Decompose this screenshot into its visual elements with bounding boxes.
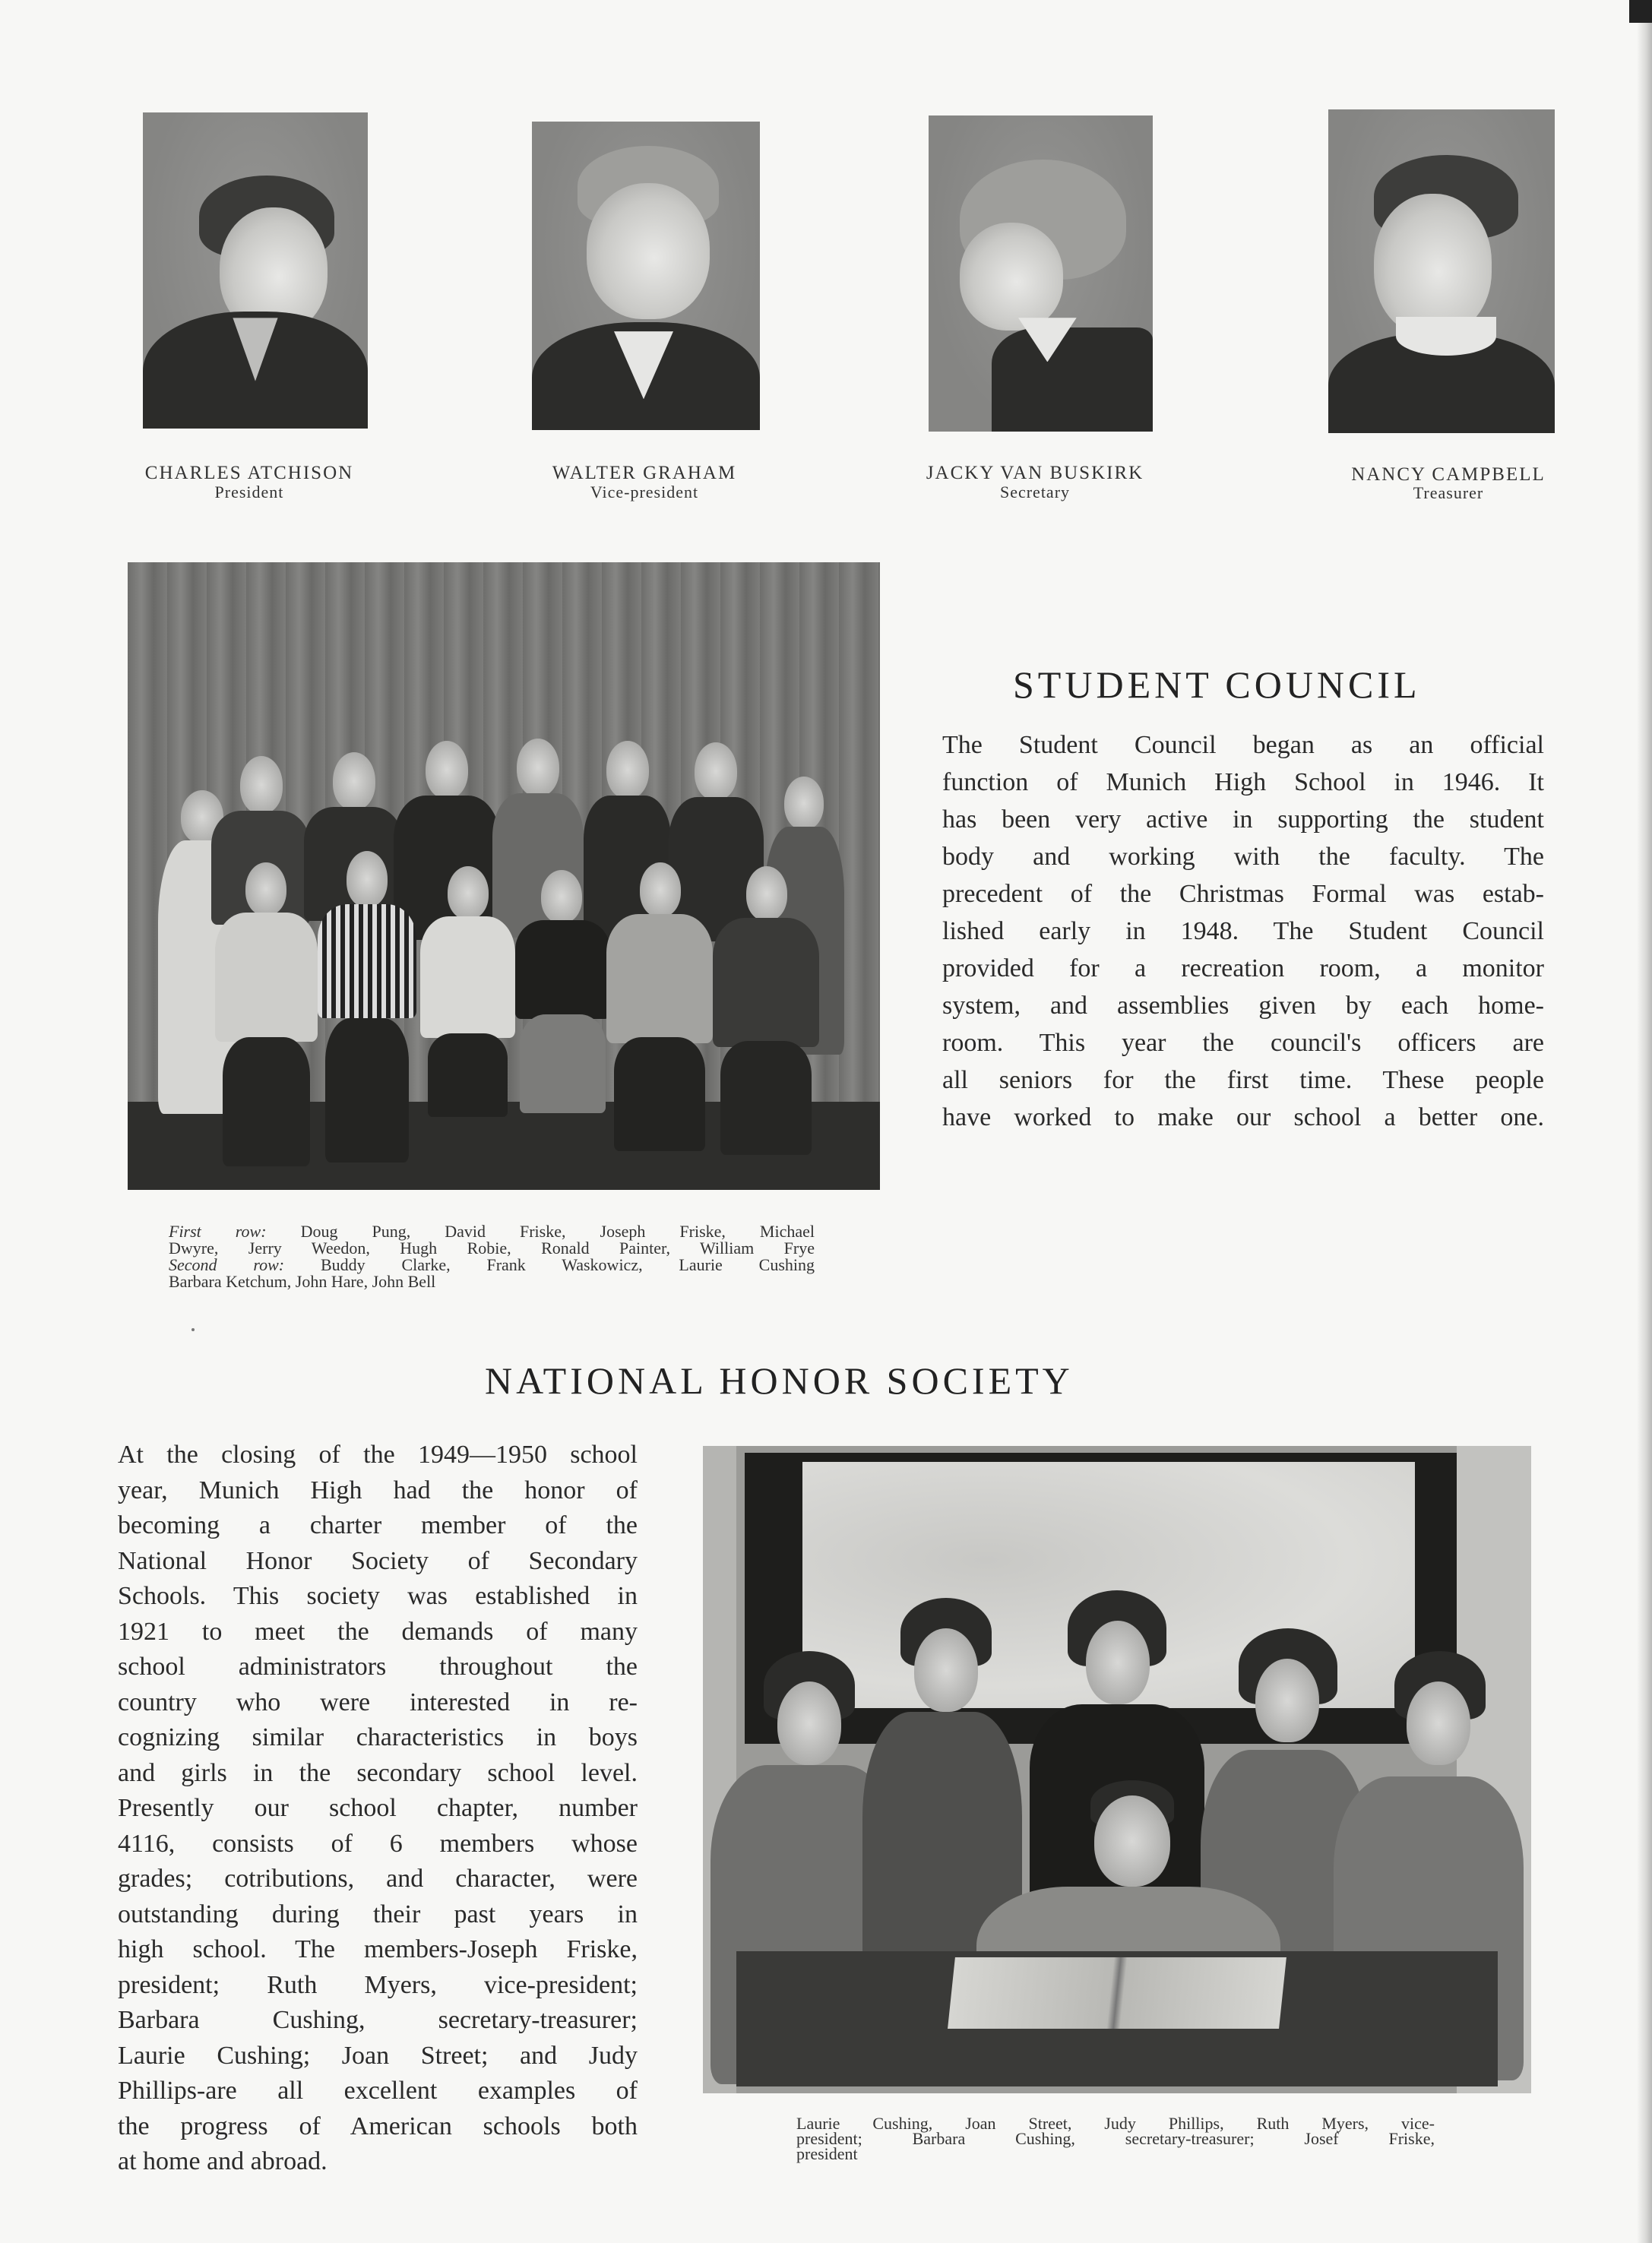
- paragraph-line: At the closing of the 1949—1950 school: [118, 1441, 638, 1469]
- caption-line: [169, 1223, 815, 1240]
- paragraph-line: system, and assemblies given by each home-: [942, 992, 1544, 1020]
- portrait-face: [960, 223, 1063, 330]
- national-honor-society-title: NATIONAL HONOR SOCIETY: [485, 1359, 1074, 1402]
- person-seated: [215, 862, 318, 1166]
- officer-role: Vice-president: [590, 482, 699, 501]
- paragraph-line: Schools. This society was established in: [118, 1582, 638, 1610]
- person-seated: [713, 866, 819, 1170]
- second-row-names: Buddy Clarke, Frank Waskowicz, Laurie Cushing: [320, 1255, 815, 1274]
- person-seated: [318, 851, 416, 1170]
- open-book: [948, 1957, 1286, 2029]
- person-seated: [606, 862, 713, 1166]
- portrait-collar: [1396, 317, 1495, 356]
- print-speck: [191, 1328, 195, 1331]
- paragraph-line: Presently our school chapter, number: [118, 1794, 638, 1822]
- page-edge-shadow: [1637, 0, 1652, 2243]
- paragraph-line: 1921 to meet the demands of many: [118, 1617, 638, 1646]
- paragraph-line: have worked to make our school a better one.: [942, 1103, 1544, 1131]
- student-council-paragraph: [942, 726, 1544, 1136]
- paragraph-line: provided for a recreation room, a monitor: [942, 954, 1544, 982]
- paragraph-line: Barbara Cushing, secretary-treasurer;: [118, 2006, 638, 2034]
- paragraph-line: president; Ruth Myers, vice-president;: [118, 1970, 638, 1999]
- caption-line: [169, 1257, 815, 1273]
- student-council-group-photo: [128, 562, 880, 1190]
- caption-line: Laurie Cushing, Joan Street, Judy Phillips, Ruth Myers, vice-: [796, 2114, 1435, 2133]
- officer-role: President: [214, 482, 284, 501]
- paragraph-line: room. This year the council's officers are: [942, 1029, 1544, 1057]
- officer-role: Secretary: [999, 482, 1071, 501]
- officer-name: CHARLES ATCHISON: [144, 463, 354, 483]
- paragraph-line: function of Munich High School in 1946. It: [942, 768, 1544, 796]
- paragraph-line: lished early in 1948. The Student Council: [942, 917, 1544, 945]
- portrait-sweater: [992, 327, 1153, 432]
- portrait-photo-charles-atchison: [143, 112, 368, 429]
- first-row-names: Doug Pung, David Friske, Joseph Friske, Michael: [300, 1222, 815, 1241]
- portrait-photo-jacky-van-buskirk: [929, 115, 1153, 432]
- portrait-face: [587, 183, 710, 319]
- caption-line: president; Barbara Cushing, secretary-treasurer; Josef Friske,: [796, 2129, 1435, 2148]
- officer-name: NANCY CAMPBELL: [1351, 464, 1546, 485]
- first-row-label: First row:: [169, 1222, 267, 1241]
- nhs-group-photo: [703, 1446, 1531, 2093]
- student-council-photo-caption: [169, 1223, 815, 1290]
- paragraph-line: body and working with the faculty. The: [942, 843, 1544, 871]
- caption-line: Barbara Ketchum, John Hare, John Bell: [169, 1272, 436, 1291]
- person-seated: [515, 870, 610, 1159]
- second-row-label: Second row:: [169, 1255, 285, 1274]
- caption-line: Dwyre, Jerry Weedon, Hugh Robie, Ronald Painter, William Frye: [169, 1239, 815, 1258]
- caption-line: president: [796, 2144, 858, 2163]
- paragraph-line: year, Munich High had the honor of: [118, 1476, 638, 1504]
- portrait-face: [1374, 194, 1492, 336]
- portrait-photo-walter-graham: [532, 122, 760, 430]
- officer-role: Treasurer: [1413, 483, 1484, 502]
- paragraph-line: National Honor Society of Secondary: [118, 1546, 638, 1575]
- paragraph-line: outstanding during their past years in: [118, 1900, 638, 1928]
- paragraph-line: The Student Council began as an official: [942, 731, 1544, 759]
- paragraph-line: school administrators throughout the: [118, 1653, 638, 1681]
- nhs-photo-caption: [796, 2116, 1435, 2162]
- person-seated: [420, 866, 515, 1155]
- paragraph-line: grades; cotributions, and character, were: [118, 1865, 638, 1893]
- paragraph-line: country who were interested in re-: [118, 1688, 638, 1716]
- paragraph-line: precedent of the Christmas Formal was estab-: [942, 880, 1544, 908]
- paragraph-line: becoming a charter member of the: [118, 1511, 638, 1539]
- officer-name: WALTER GRAHAM: [552, 463, 737, 483]
- paragraph-line: 4116, consists of 6 members whose: [118, 1829, 638, 1858]
- paragraph-line: cognizing similar characteristics in boys: [118, 1723, 638, 1751]
- paragraph-line: high school. The members-Joseph Friske,: [118, 1935, 638, 1963]
- officer-name: JACKY VAN BUSKIRK: [926, 463, 1144, 483]
- portrait-photo-nancy-campbell: [1328, 109, 1555, 433]
- paragraph-line: the progress of American schools both: [118, 2112, 638, 2140]
- paragraph-line: and girls in the secondary school level.: [118, 1758, 638, 1787]
- paragraph-line: Phillips-are all excellent examples of: [118, 2077, 638, 2105]
- paragraph-line: Laurie Cushing; Joan Street; and Judy: [118, 2041, 638, 2070]
- paragraph-line: has been very active in supporting the student: [942, 805, 1544, 834]
- nhs-paragraph: [118, 1438, 638, 2180]
- paragraph-line: at home and abroad.: [118, 2147, 328, 2175]
- student-council-title: STUDENT COUNCIL: [1013, 663, 1421, 706]
- page-corner: [1629, 0, 1652, 23]
- paragraph-line: all seniors for the first time. These people: [942, 1066, 1544, 1094]
